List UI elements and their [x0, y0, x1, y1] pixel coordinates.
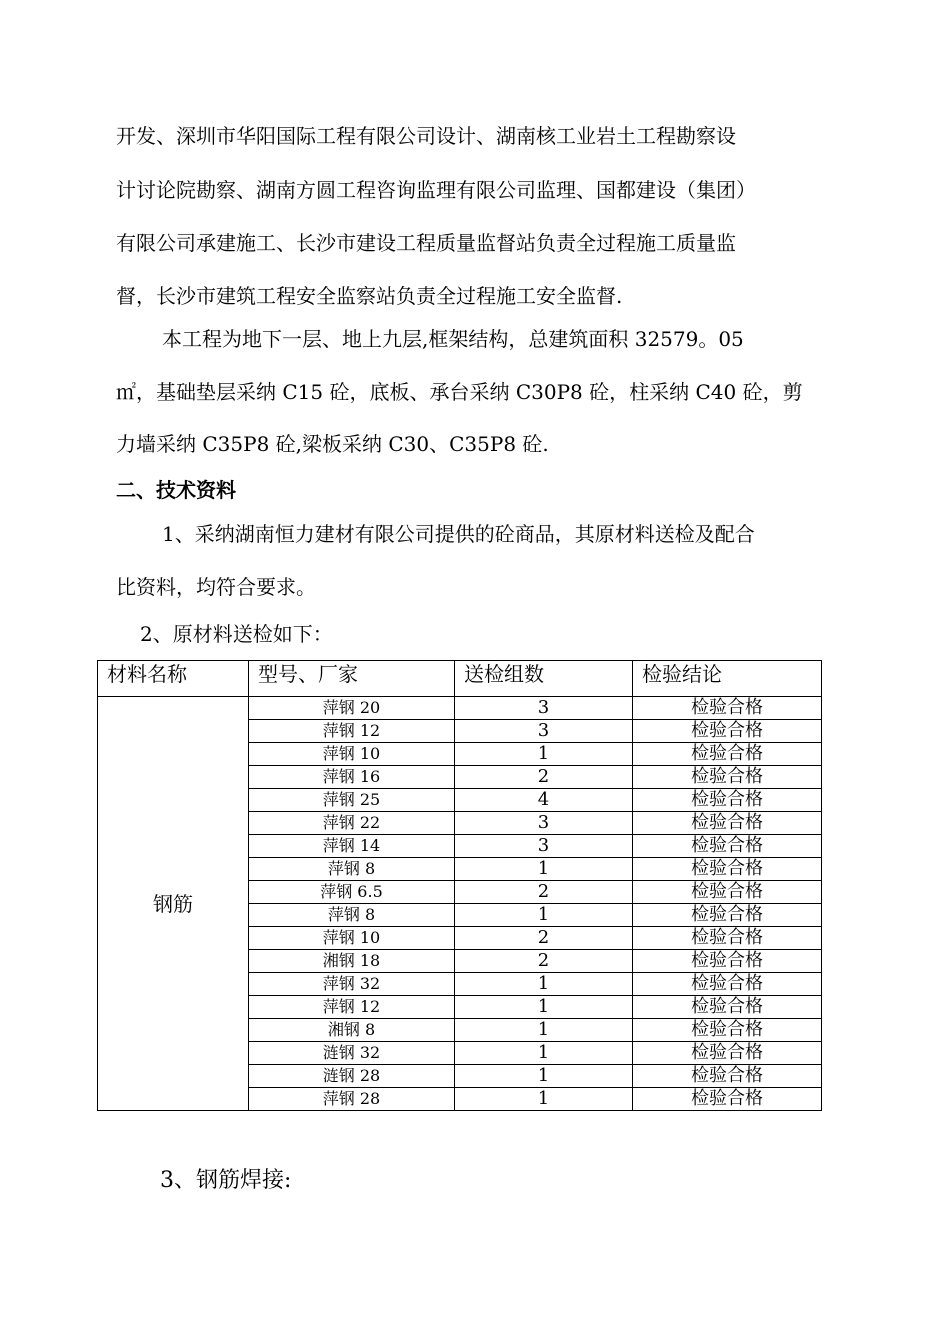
- model-cell: 涟钢 32: [249, 1042, 455, 1065]
- model-cell: 湘钢 18: [249, 950, 455, 973]
- result-cell: 检验合格: [633, 697, 822, 720]
- model-cell: 萍钢 8: [249, 858, 455, 881]
- result-cell: 检验合格: [633, 1088, 822, 1111]
- table-row: [98, 697, 822, 720]
- intro-line-3: 有限公司承建施工、长沙市建设工程质量监督站负责全过程施工质量监: [116, 231, 736, 255]
- result-cell: 检验合格: [633, 996, 822, 1019]
- header-model-manufacturer: 型号、厂家: [249, 661, 455, 697]
- count-cell: 1: [455, 1019, 633, 1042]
- count-cell: 2: [455, 927, 633, 950]
- count-cell: 3: [455, 835, 633, 858]
- result-cell: 检验合格: [633, 904, 822, 927]
- count-cell: 1: [455, 858, 633, 881]
- count-cell: 1: [455, 1088, 633, 1111]
- header-material-name: 材料名称: [98, 661, 249, 697]
- model-cell: 萍钢 6.5: [249, 881, 455, 904]
- result-cell: 检验合格: [633, 766, 822, 789]
- model-cell: 萍钢 14: [249, 835, 455, 858]
- result-cell: 检验合格: [633, 950, 822, 973]
- count-cell: 1: [455, 973, 633, 996]
- result-cell: 检验合格: [633, 1042, 822, 1065]
- count-cell: 1: [455, 1065, 633, 1088]
- model-cell: 萍钢 12: [249, 720, 455, 743]
- model-cell: 萍钢 22: [249, 812, 455, 835]
- count-cell: 3: [455, 720, 633, 743]
- header-inspection-result: 检验结论: [633, 661, 822, 697]
- model-cell: 湘钢 8: [249, 1019, 455, 1042]
- model-cell: 萍钢 8: [249, 904, 455, 927]
- count-cell: 2: [455, 881, 633, 904]
- count-cell: 4: [455, 789, 633, 812]
- intro-line-4: 督，长沙市建筑工程安全监察站负责全过程施工安全监督.: [116, 284, 623, 308]
- header-sample-count: 送检组数: [455, 661, 633, 697]
- count-cell: 3: [455, 812, 633, 835]
- model-cell: 萍钢 10: [249, 927, 455, 950]
- project-line-3: 力墙采纳 C35P8 砼,梁板采纳 C30、C35P8 砼.: [116, 432, 549, 456]
- result-cell: 检验合格: [633, 743, 822, 766]
- count-cell: 2: [455, 950, 633, 973]
- result-cell: 检验合格: [633, 881, 822, 904]
- result-cell: 检验合格: [633, 789, 822, 812]
- model-cell: 萍钢 16: [249, 766, 455, 789]
- result-cell: 检验合格: [633, 720, 822, 743]
- intro-line-2: 计讨论院勘察、湖南方圆工程咨询监理有限公司监理、国都建设（集团）: [116, 178, 756, 202]
- model-cell: 萍钢 25: [249, 789, 455, 812]
- item-2-text: 2、原材料送检如下：: [140, 622, 333, 646]
- section-3-heading: 3、钢筋焊接:: [160, 1168, 292, 1193]
- count-cell: 1: [455, 996, 633, 1019]
- model-cell: 萍钢 12: [249, 996, 455, 1019]
- count-cell: 1: [455, 743, 633, 766]
- section-2-heading: 二、技术资料: [116, 478, 236, 502]
- material-inspection-table: [97, 660, 822, 1111]
- count-cell: 1: [455, 904, 633, 927]
- model-cell: 涟钢 28: [249, 1065, 455, 1088]
- item-1-line-1: 1、采纳湖南恒力建材有限公司提供的砼商品，其原材料送检及配合: [162, 522, 755, 546]
- result-cell: 检验合格: [633, 812, 822, 835]
- project-line-1: 本工程为地下一层、地上九层,框架结构，总建筑面积 32579。05: [162, 327, 744, 351]
- intro-line-1: 开发、深圳市华阳国际工程有限公司设计、湖南核工业岩土工程勘察设: [116, 124, 736, 148]
- result-cell: 检验合格: [633, 973, 822, 996]
- model-cell: 萍钢 28: [249, 1088, 455, 1111]
- project-line-2: ㎡，基础垫层采纳 C15 砼，底板、承台采纳 C30P8 砼，柱采纳 C40 砼，剪: [116, 380, 803, 404]
- model-cell: 萍钢 20: [249, 697, 455, 720]
- item-1-line-2: 比资料，均符合要求。: [116, 575, 316, 599]
- count-cell: 1: [455, 1042, 633, 1065]
- model-cell: 萍钢 10: [249, 743, 455, 766]
- model-cell: 萍钢 32: [249, 973, 455, 996]
- result-cell: 检验合格: [633, 835, 822, 858]
- result-cell: 检验合格: [633, 858, 822, 881]
- material-name-cell: 钢筋: [98, 697, 249, 1111]
- result-cell: 检验合格: [633, 1019, 822, 1042]
- count-cell: 3: [455, 697, 633, 720]
- result-cell: 检验合格: [633, 927, 822, 950]
- count-cell: 2: [455, 766, 633, 789]
- table-body: [98, 697, 822, 1111]
- table-header-row: [98, 661, 822, 697]
- result-cell: 检验合格: [633, 1065, 822, 1088]
